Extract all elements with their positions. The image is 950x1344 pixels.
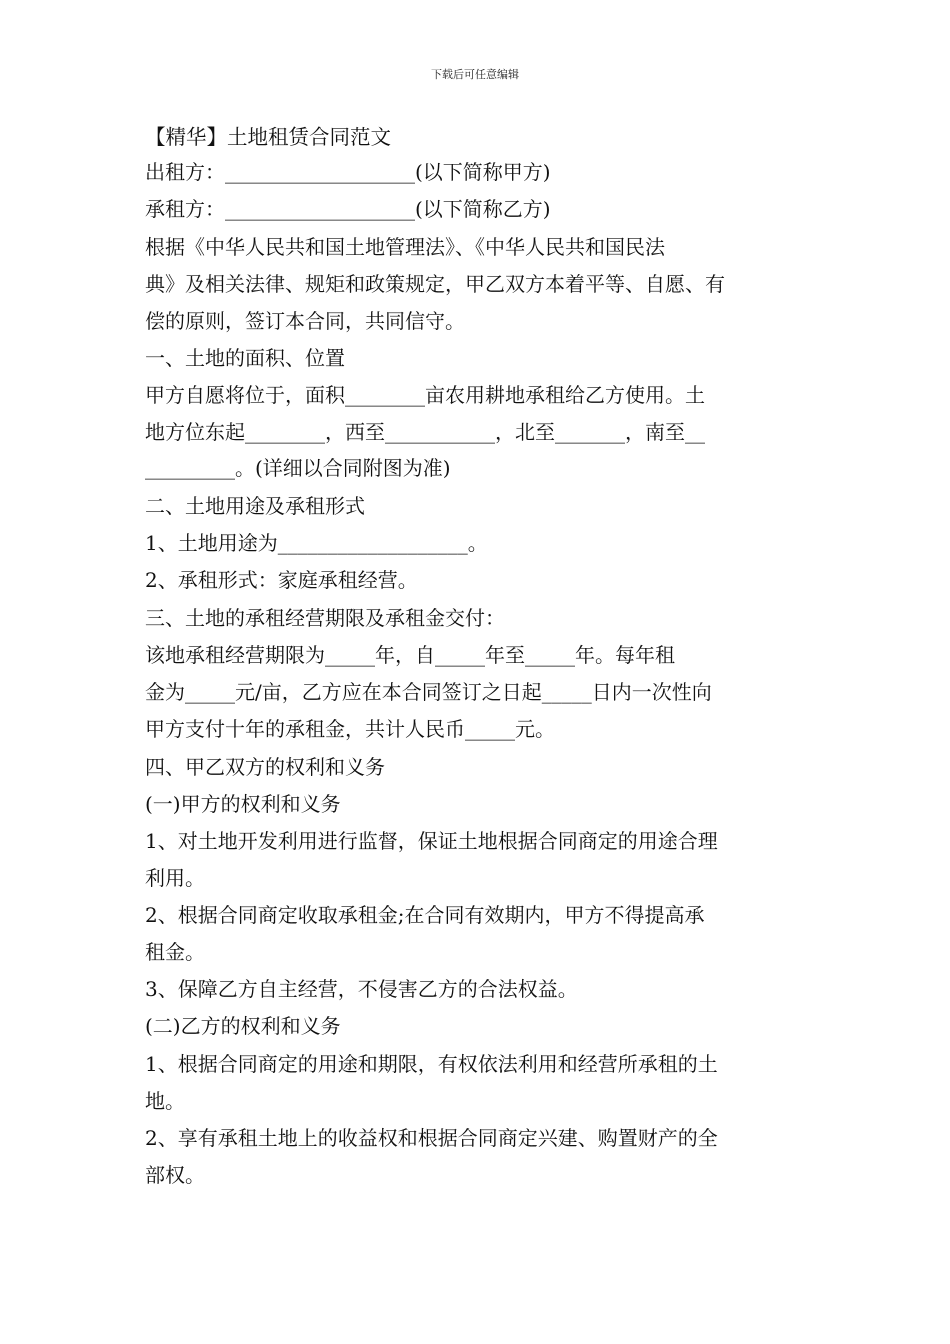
lessee-line: 承租方：___________________(以下简称乙方) <box>145 197 551 221</box>
document-title: 【精华】土地租赁合同范文 <box>145 125 391 149</box>
section-heading: 四、甲乙双方的权利和义务 <box>145 755 385 779</box>
paragraph-line: 1、土地用途为___________________。 <box>145 531 488 555</box>
paragraph-line: 地方位东起________，西至___________，北至_______，南至__ <box>145 420 705 444</box>
paragraph-line: 偿的原则，签订本合同，共同信守。 <box>145 309 465 333</box>
paragraph-line: 部权。 <box>145 1163 205 1187</box>
paragraph-line: 利用。 <box>145 866 205 890</box>
section-heading: 三、土地的承租经营期限及承租金交付： <box>145 606 505 630</box>
header-note: 下载后可任意编辑 <box>431 68 519 81</box>
subsection-heading: (一)甲方的权利和义务 <box>145 792 341 816</box>
paragraph-line: 1、对土地开发利用进行监督，保证土地根据合同商定的用途合理 <box>145 829 718 853</box>
paragraph-line: 根据《中华人民共和国土地管理法》、《中华人民共和国民法 <box>145 235 665 259</box>
section-heading: 一、土地的面积、位置 <box>145 346 345 370</box>
lessor-line: 出租方：___________________(以下简称甲方) <box>145 160 551 184</box>
paragraph-line: 2、享有承租土地上的收益权和根据合同商定兴建、购置财产的全 <box>145 1126 718 1150</box>
paragraph-line: 甲方自愿将位于，面积________亩农用耕地承租给乙方使用。土 <box>145 383 705 407</box>
paragraph-line: 该地承租经营期限为_____年，自_____年至_____年。每年租 <box>145 643 675 667</box>
paragraph-line: 3、保障乙方自主经营，不侵害乙方的合法权益。 <box>145 977 578 1001</box>
paragraph-line: 1、根据合同商定的用途和期限，有权依法利用和经营所承租的土 <box>145 1052 718 1076</box>
paragraph-line: 地。 <box>145 1089 185 1113</box>
paragraph-line: 2、根据合同商定收取承租金;在合同有效期内，甲方不得提高承 <box>145 903 705 927</box>
paragraph-line: 租金。 <box>145 940 205 964</box>
section-heading: 二、土地用途及承租形式 <box>145 494 365 518</box>
paragraph-line: 典》及相关法律、规矩和政策规定，甲乙双方本着平等、自愿、有 <box>145 272 725 296</box>
paragraph-line: 甲方支付十年的承租金，共计人民币_____元。 <box>145 717 555 741</box>
paragraph-line: 2、承租形式：家庭承租经营。 <box>145 568 418 592</box>
subsection-heading: (二)乙方的权利和义务 <box>145 1014 341 1038</box>
paragraph-line: _________。(详细以合同附图为准) <box>145 456 451 480</box>
paragraph-line: 金为_____元/亩，乙方应在本合同签订之日起_____日内一次性向 <box>145 680 712 704</box>
